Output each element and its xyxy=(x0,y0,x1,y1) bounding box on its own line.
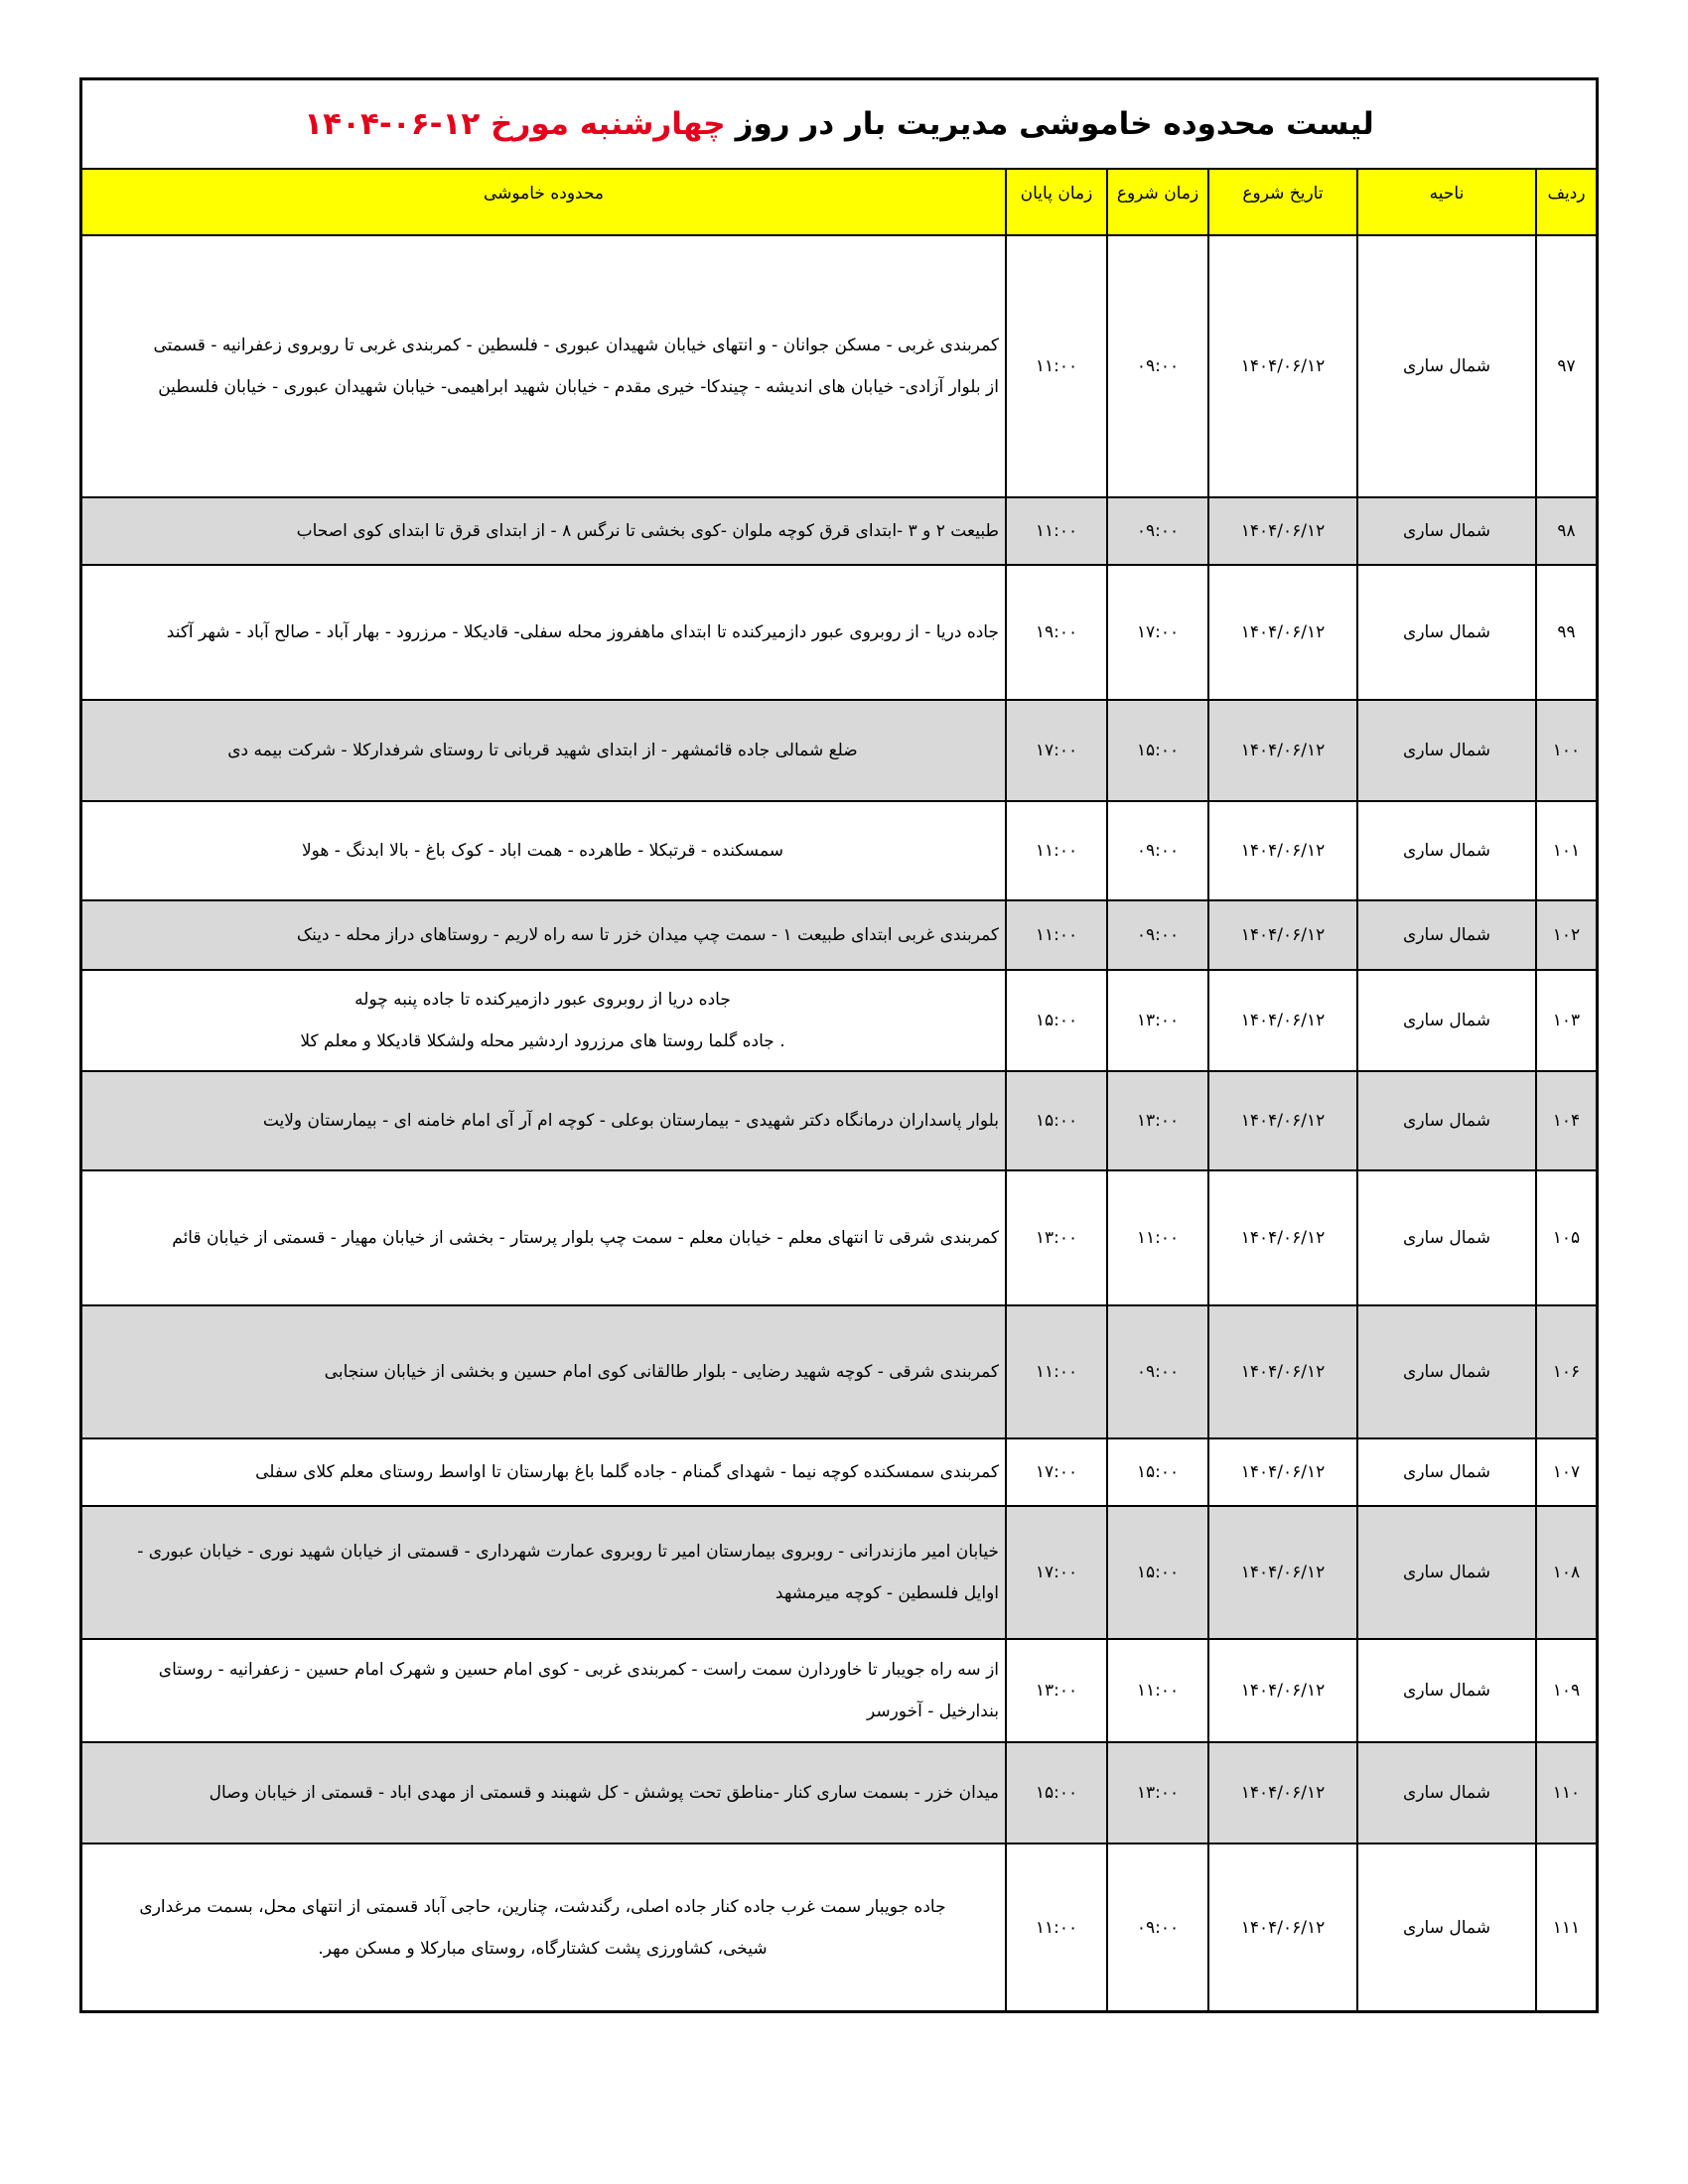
row-number-cell: ۱۱۱ xyxy=(1536,1843,1596,2010)
row-number-cell: ۱۰۳ xyxy=(1536,970,1596,1071)
end-time-cell: ۱۱:۰۰ xyxy=(1006,235,1107,497)
start-time-cell: ۱۵:۰۰ xyxy=(1107,1438,1208,1506)
start-time-cell: ۰۹:۰۰ xyxy=(1107,1305,1208,1438)
outage-area-line: بلوار پاسداران درمانگاه دکتر شهیدی - بیمارستان بوعلی - کوچه ام آر آی امام خامنه ای - بیمارستان ولایت xyxy=(262,1111,999,1131)
district-cell: شمال ساری xyxy=(1357,900,1536,970)
end-time-cell: ۱۱:۰۰ xyxy=(1006,900,1107,970)
outage-area-cell xyxy=(82,801,1006,900)
end-time-cell: ۱۱:۰۰ xyxy=(1006,1305,1107,1438)
outage-area-line: سمسکنده - قرتبکلا - طاهرده - همت اباد - کوک باغ - بالا ابدنگ - هولا xyxy=(301,841,784,861)
outage-area-line: . جاده گلما روستا های مرزرود اردشیر محله ولشکلا قادیکلا و معلم کلا xyxy=(300,1031,785,1051)
start-date-cell: ۱۴۰۴/۰۶/۱۲ xyxy=(1208,900,1357,970)
outage-area-cell xyxy=(82,235,1006,497)
end-time-cell: ۱۵:۰۰ xyxy=(1006,1742,1107,1843)
start-time-cell: ۱۱:۰۰ xyxy=(1107,1639,1208,1742)
end-time-cell: ۱۷:۰۰ xyxy=(1006,700,1107,801)
end-time-cell: ۱۵:۰۰ xyxy=(1006,970,1107,1071)
start-date-cell: ۱۴۰۴/۰۶/۱۲ xyxy=(1208,1170,1357,1305)
row-number-cell: ۹۹ xyxy=(1536,565,1596,700)
table-row xyxy=(82,1506,1596,1639)
header-outage-area: محدوده خاموشی xyxy=(82,170,1006,235)
start-date-cell: ۱۴۰۴/۰۶/۱۲ xyxy=(1208,1438,1357,1506)
outage-area-cell xyxy=(82,1506,1006,1639)
outage-area-line: کمربندی غربی - مسکن جوانان - و انتهای خیابان شهیدان عبوری - فلسطین - کمربندی غربی تا روبروی زعفرانیه - قسمتی xyxy=(153,336,999,355)
table-row xyxy=(82,1071,1596,1170)
start-date-cell: ۱۴۰۴/۰۶/۱۲ xyxy=(1208,1843,1357,2010)
start-date-cell: ۱۴۰۴/۰۶/۱۲ xyxy=(1208,1305,1357,1438)
outage-area-cell xyxy=(82,700,1006,801)
district-cell: شمال ساری xyxy=(1357,1742,1536,1843)
outage-area-cell xyxy=(82,1438,1006,1506)
table-row xyxy=(82,801,1596,900)
end-time-cell: ۱۱:۰۰ xyxy=(1006,1843,1107,2010)
district-cell: شمال ساری xyxy=(1357,1170,1536,1305)
start-date-cell: ۱۴۰۴/۰۶/۱۲ xyxy=(1208,700,1357,801)
title-date: چهارشنبه مورخ ۱۲-۰۶-۱۴۰۴ xyxy=(304,106,726,142)
start-date-cell: ۱۴۰۴/۰۶/۱۲ xyxy=(1208,235,1357,497)
table-row xyxy=(82,1639,1596,1742)
end-time-cell: ۱۷:۰۰ xyxy=(1006,1506,1107,1639)
start-date-cell: ۱۴۰۴/۰۶/۱۲ xyxy=(1208,801,1357,900)
row-number-cell: ۱۰۲ xyxy=(1536,900,1596,970)
outage-area-cell xyxy=(82,1742,1006,1843)
outage-area-line: جاده دریا از روبروی عبور دازمیرکنده تا جاده پنبه چوله xyxy=(354,990,731,1010)
table-row xyxy=(82,970,1596,1071)
outage-area-cell xyxy=(82,1071,1006,1170)
page-title xyxy=(82,80,1596,170)
outage-area-cell xyxy=(82,1843,1006,2010)
outage-area-cell xyxy=(82,900,1006,970)
outage-area-line: کمربندی شرقی - کوچه شهید رضایی - بلوار طالقانی کوی امام حسین و بخشی از خیابان سنجابی xyxy=(324,1362,999,1382)
district-cell: شمال ساری xyxy=(1357,700,1536,801)
start-time-cell: ۱۵:۰۰ xyxy=(1107,1506,1208,1639)
district-cell: شمال ساری xyxy=(1357,565,1536,700)
outage-sheet xyxy=(79,77,1599,2013)
start-time-cell: ۱۳:۰۰ xyxy=(1107,1071,1208,1170)
outage-area-line: شیخی، کشاورزی پشت کشتارگاه، روستای مبارکلا و مسکن مهر. xyxy=(318,1938,768,1959)
start-time-cell: ۱۱:۰۰ xyxy=(1107,1170,1208,1305)
row-number-cell: ۱۰۹ xyxy=(1536,1639,1596,1742)
district-cell: شمال ساری xyxy=(1357,1843,1536,2010)
outage-area-cell xyxy=(82,497,1006,565)
start-time-cell: ۱۳:۰۰ xyxy=(1107,970,1208,1071)
outage-area-line: از بلوار آزادی- خیابان های اندیشه - چیندکا- خیری مقدم - خیابان شهید ابراهیمی- خیابان شهیدان عبوری - خیابان فلسطین xyxy=(158,377,999,397)
district-cell: شمال ساری xyxy=(1357,1506,1536,1639)
end-time-cell: ۱۹:۰۰ xyxy=(1006,565,1107,700)
table-row xyxy=(82,1438,1596,1506)
row-number-cell: ۱۰۱ xyxy=(1536,801,1596,900)
row-number-cell: ۱۰۵ xyxy=(1536,1170,1596,1305)
outage-area-line: جاده دریا - از روبروی عبور دازمیرکنده تا ابتدای ماهفروز محله سفلی- قادیکلا - مرزرود - بهار آباد - صالح آباد - شهر آکند xyxy=(166,622,999,642)
start-date-cell: ۱۴۰۴/۰۶/۱۲ xyxy=(1208,565,1357,700)
title-main: لیست محدوده خاموشی مدیریت بار در روز xyxy=(735,106,1374,142)
start-time-cell: ۰۹:۰۰ xyxy=(1107,235,1208,497)
district-cell: شمال ساری xyxy=(1357,1071,1536,1170)
row-number-cell: ۱۰۰ xyxy=(1536,700,1596,801)
table-row xyxy=(82,235,1596,497)
end-time-cell: ۱۳:۰۰ xyxy=(1006,1170,1107,1305)
district-cell: شمال ساری xyxy=(1357,970,1536,1071)
table-row xyxy=(82,1305,1596,1438)
end-time-cell: ۱۱:۰۰ xyxy=(1006,801,1107,900)
outage-area-line: اوایل فلسطین - کوچه میرمشهد xyxy=(774,1583,999,1603)
row-number-cell: ۹۷ xyxy=(1536,235,1596,497)
table-row xyxy=(82,1843,1596,2010)
district-cell: شمال ساری xyxy=(1357,497,1536,565)
outage-area-line: جاده جویبار سمت غرب جاده کنار جاده اصلی، رگندشت، چنارین، حاجی آباد قسمتی از انتهای محل، بسمت مرغداری xyxy=(139,1896,946,1917)
outage-table xyxy=(82,170,1596,2010)
header-end-time: زمان پایان xyxy=(1006,170,1107,235)
header-start-time: زمان شروع xyxy=(1107,170,1208,235)
table-row xyxy=(82,497,1596,565)
table-row xyxy=(82,1742,1596,1843)
start-time-cell: ۱۷:۰۰ xyxy=(1107,565,1208,700)
district-cell: شمال ساری xyxy=(1357,1305,1536,1438)
end-time-cell: ۱۵:۰۰ xyxy=(1006,1071,1107,1170)
district-cell: شمال ساری xyxy=(1357,801,1536,900)
row-number-cell: ۹۸ xyxy=(1536,497,1596,565)
start-time-cell: ۰۹:۰۰ xyxy=(1107,1843,1208,2010)
start-time-cell: ۰۹:۰۰ xyxy=(1107,801,1208,900)
start-date-cell: ۱۴۰۴/۰۶/۱۲ xyxy=(1208,1639,1357,1742)
end-time-cell: ۱۷:۰۰ xyxy=(1006,1438,1107,1506)
start-date-cell: ۱۴۰۴/۰۶/۱۲ xyxy=(1208,1506,1357,1639)
outage-area-line: از سه راه جویبار تا خاوردارن سمت راست - کمربندی غربی - کوی امام حسین و شهرک امام حسین - زعفرانیه - روستای xyxy=(158,1660,999,1680)
header-start-date: تاریخ شروع xyxy=(1208,170,1357,235)
outage-area-line: خیابان امیر مازندرانی - روبروی بیمارستان امیر تا روبروی عمارت شهرداری - قسمتی از خیابان شهید نوری - خیابان عبوری - xyxy=(137,1542,999,1562)
start-time-cell: ۱۳:۰۰ xyxy=(1107,1742,1208,1843)
table-row xyxy=(82,900,1596,970)
start-date-cell: ۱۴۰۴/۰۶/۱۲ xyxy=(1208,497,1357,565)
row-number-cell: ۱۱۰ xyxy=(1536,1742,1596,1843)
row-number-cell: ۱۰۷ xyxy=(1536,1438,1596,1506)
end-time-cell: ۱۳:۰۰ xyxy=(1006,1639,1107,1742)
row-number-cell: ۱۰۴ xyxy=(1536,1071,1596,1170)
outage-area-line: بندارخیل - آخورسر xyxy=(866,1702,999,1721)
start-date-cell: ۱۴۰۴/۰۶/۱۲ xyxy=(1208,970,1357,1071)
outage-area-line: کمربندی سمسکنده کوچه نیما - شهدای گمنام - جاده گلما باغ بهارستان تا اواسط روستای معلم کلای سفلی xyxy=(255,1462,999,1482)
outage-area-cell xyxy=(82,1639,1006,1742)
start-time-cell: ۰۹:۰۰ xyxy=(1107,900,1208,970)
table-row xyxy=(82,565,1596,700)
start-date-cell: ۱۴۰۴/۰۶/۱۲ xyxy=(1208,1742,1357,1843)
outage-area-cell xyxy=(82,1170,1006,1305)
row-number-cell: ۱۰۸ xyxy=(1536,1506,1596,1639)
header-row-number: ردیف xyxy=(1536,170,1596,235)
outage-area-cell xyxy=(82,970,1006,1071)
row-number-cell: ۱۰۶ xyxy=(1536,1305,1596,1438)
outage-area-line: میدان خزر - بسمت ساری کنار -مناطق تحت پوشش - کل شهبند و قسمتی از مهدی اباد - قسمتی از خیابان وصال xyxy=(209,1783,999,1803)
header-district: ناحیه xyxy=(1357,170,1536,235)
outage-area-cell xyxy=(82,1305,1006,1438)
start-time-cell: ۱۵:۰۰ xyxy=(1107,700,1208,801)
table-row xyxy=(82,1170,1596,1305)
end-time-cell: ۱۱:۰۰ xyxy=(1006,497,1107,565)
district-cell: شمال ساری xyxy=(1357,1639,1536,1742)
district-cell: شمال ساری xyxy=(1357,235,1536,497)
start-time-cell: ۰۹:۰۰ xyxy=(1107,497,1208,565)
table-header-row xyxy=(82,170,1596,235)
outage-area-line: ضلع شمالی جاده قائمشهر - از ابتدای شهید قربانی تا روستای شرفدارکلا - شرکت بیمه دی xyxy=(227,741,858,760)
outage-area-line: کمربندی شرقی تا انتهای معلم - خیابان معلم - سمت چپ بلوار پرستار - بخشی از خیابان مهیار - قسمتی از خیابان قائم xyxy=(172,1228,999,1248)
outage-area-cell xyxy=(82,565,1006,700)
outage-area-line: کمربندی غربی ابتدای طبیعت ۱ - سمت چپ میدان خزر تا سه راه لاریم - روستاهای دراز محله - دینک xyxy=(296,925,999,945)
outage-area-line: طبیعت ۲ و ۳ -ابتدای قرق کوچه ملوان -کوی بخشی تا نرگس ۸ - از ابتدای قرق تا ابتدای کوی اصحاب xyxy=(296,521,999,541)
table-row xyxy=(82,700,1596,801)
district-cell: شمال ساری xyxy=(1357,1438,1536,1506)
start-date-cell: ۱۴۰۴/۰۶/۱۲ xyxy=(1208,1071,1357,1170)
